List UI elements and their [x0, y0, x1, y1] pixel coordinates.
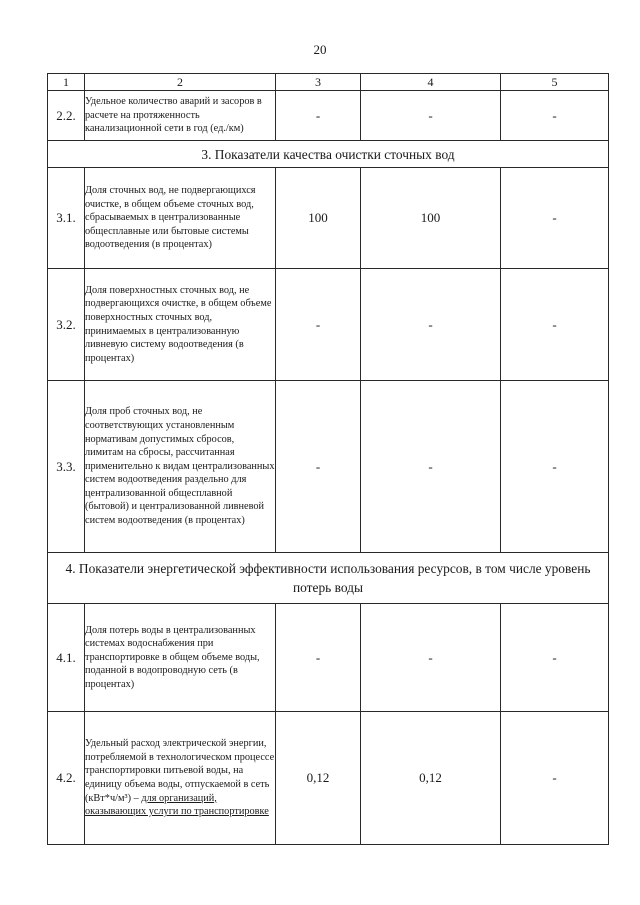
table-header-row	[48, 74, 609, 91]
page-number: 20	[313, 42, 327, 57]
value-col-5: -	[501, 168, 609, 269]
row-number: 3.1.	[48, 168, 85, 269]
table-row	[48, 91, 609, 141]
section-heading-3: 3. Показатели качества очистки сточных вод	[48, 141, 609, 168]
row-description: Доля проб сточных вод, не соответствующих установленным нормативам допустимых сбросов, лимитам на сбросы, рассчитанная применительно к видам централизованных систем водоотведения раздельно для централизованной общесплавной (бытовой) и централизованной ливневой систем водоотведения (в процентах)	[85, 381, 276, 553]
row-number: 4.1.	[48, 604, 85, 712]
value-col-3: 100	[276, 168, 361, 269]
value-col-3: -	[276, 604, 361, 712]
header-col-2: 2	[85, 74, 276, 91]
table-row	[48, 381, 609, 553]
value-col-5: -	[501, 91, 609, 141]
row-description: Удельное количество аварий и засоров в расчете на протяженность канализационной сети в год (ед./км)	[85, 91, 276, 141]
description-underlined-text: для организаций, оказывающих услуги по транспортировке	[85, 792, 269, 818]
value-col-4: -	[361, 269, 501, 381]
row-description: Доля поверхностных сточных вод, не подвергающихся очистке, в общем объеме поверхностных сточных вод, принимаемых в централизованную ливневую систему водоотведения (в процентах)	[85, 269, 276, 381]
header-col-5: 5	[501, 74, 609, 91]
row-description: Доля сточных вод, не подвергающихся очистке, в общем объеме сточных вод, сбрасываемых в централизованные общесплавные или бытовые системы водоотведения (в процентах)	[85, 168, 276, 269]
value-col-3: -	[276, 91, 361, 141]
section-heading-4: 4. Показатели энергетической эффективности использования ресурсов, в том числе уровень потерь воды	[48, 553, 609, 604]
row-number: 4.2.	[48, 712, 85, 845]
value-col-4: 0,12	[361, 712, 501, 845]
row-number: 3.3.	[48, 381, 85, 553]
header-col-3: 3	[276, 74, 361, 91]
row-description	[85, 712, 276, 845]
table-row	[48, 168, 609, 269]
value-col-3: -	[276, 381, 361, 553]
value-col-4: -	[361, 91, 501, 141]
value-col-5: -	[501, 269, 609, 381]
row-description: Доля потерь воды в централизованных системах водоснабжения при транспортировке в общем объеме воды, поданной в водопроводную сеть (в процентах)	[85, 604, 276, 712]
value-col-5: -	[501, 381, 609, 553]
value-col-3: -	[276, 269, 361, 381]
value-col-5: -	[501, 604, 609, 712]
table-row	[48, 604, 609, 712]
header-col-4: 4	[361, 74, 501, 91]
row-number: 2.2.	[48, 91, 85, 141]
value-col-5: -	[501, 712, 609, 845]
value-col-4: -	[361, 381, 501, 553]
value-col-3: 0,12	[276, 712, 361, 845]
table-row	[48, 269, 609, 381]
section-row	[48, 553, 609, 604]
row-number: 3.2.	[48, 269, 85, 381]
description-main-text: Удельный расход электрической энергии, потребляемой в технологическом процессе транспортировки питьевой воды, на единицу объема воды, отпускаемой в сеть (кВт*ч/м³) –	[85, 738, 275, 804]
table-row	[48, 712, 609, 845]
value-col-4: -	[361, 604, 501, 712]
indicators-table	[47, 73, 609, 845]
header-col-1: 1	[48, 74, 85, 91]
value-col-4: 100	[361, 168, 501, 269]
section-row	[48, 141, 609, 168]
